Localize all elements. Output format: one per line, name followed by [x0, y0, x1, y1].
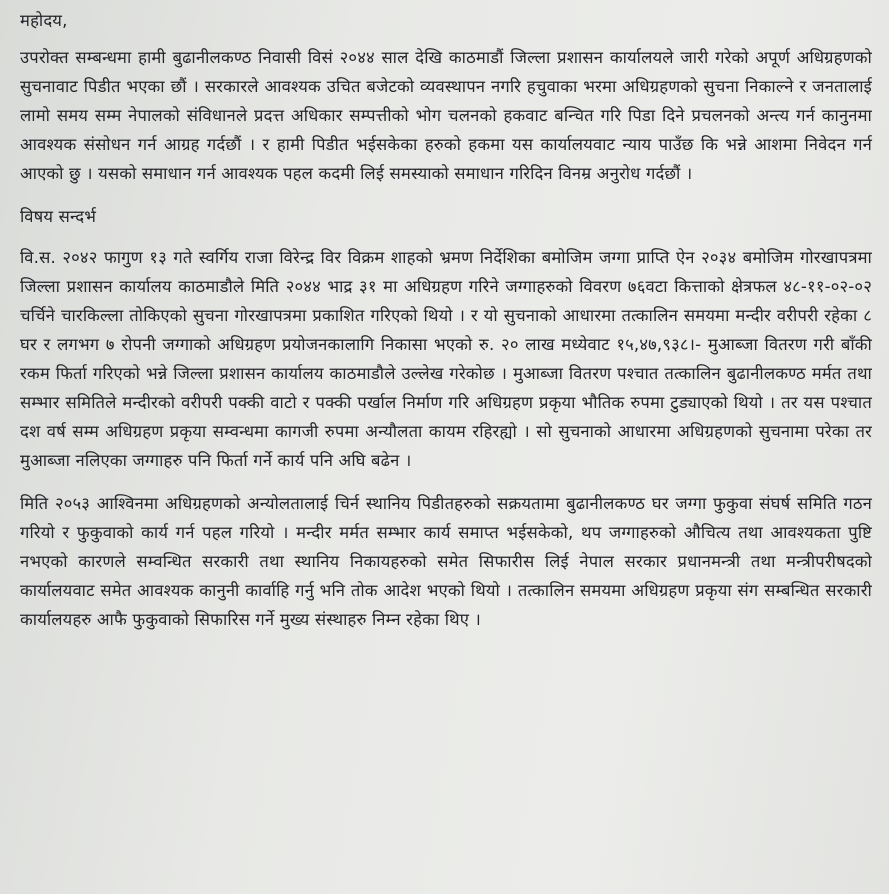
- paragraph-request: उपरोक्त सम्बन्धमा हामी बुढानीलकण्ठ निवासी विसं २०४४ साल देखि काठमाडौं जिल्ला प्रशासन कार्यालयले जारी गरेको अपूर्ण अधिग्रहणको सुचनावाट पिडीत भएका छौं । सरकारले आवश्यक उचित बजेटको व्यवस्थापन नगरि हचुवाका भरमा अधिग्रहणको सुचना निकाल्ने र जनतालाई लामो समय सम्म नेपालको संविधानले प्रदत्त अधिकार सम्पत्तीको भोग चलनको हकवाट बन्चित गरि पिडा दिने प्रचलनको अन्त्य गर्न कानुनमा आवश्यक संसोधन गर्न आग्रह गर्दछौं । र हामी पिडीत भईसकेका हरुको हकमा यस कार्यालयवाट न्याय पाउँछ कि भन्ने आशमा निवेदन गर्न आएको छु । यसको समाधान गर्न आवश्यक पहल कदमी लिई समस्याको समाधान गरिदिन विनम्र अनुरोध गर्दछौं ।: [20, 48, 872, 183]
- letter-body: [20, 6, 872, 634]
- paragraph-struggle-committee: मिति २०५३ आश्विनमा अधिग्रहणको अन्योलतालाई चिर्न स्थानिय पिडीतहरुको सक्रयतामा बुढानीलकण्ठ घर जग्गा फुकुवा संघर्ष समिति गठन गरियो र फुकुवाको कार्य गर्न पहल गरियो । मन्दीर मर्मत सम्भार कार्य समाप्त भईसकेको, थप जग्गाहरुको औचित्य तथा आवश्यकता पुष्टि नभएको कारणले सम्वन्धित सरकारी तथा स्थानिय निकायहरुको समेत सिफारीस लिई नेपाल सरकार प्रधानमन्त्री तथा मन्त्रीपरीषदको कार्यालयवाट समेत आवश्यक कानुनी कार्वाहि गर्नु भनि तोक आदेश भएको थियो । तत्कालिन समयमा अधिग्रहण प्रकृया संग सम्बन्धित सरकारी कार्यालयहरु आफै फुकुवाको सिफारिस गर्ने मुख्य संस्थाहरु निम्न रहेका थिए ।: [20, 494, 872, 629]
- section-heading: विषय सन्दर्भ: [20, 207, 97, 226]
- salutation: महोदय,: [20, 11, 68, 30]
- paragraph-background: वि.स. २०४२ फागुण १३ गते स्वर्गिय राजा विरेन्द्र विर विक्रम शाहको भ्रमण निर्देशिका बमोजिम जग्गा प्राप्ति ऐन २०३४ बमोजिम गोरखापत्रमा जिल्ला प्रशासन कार्यालय काठमाडौले मिति २०४४ भाद्र ३१ मा अधिग्रहण गरिने जग्गाहरुको विवरण ७६वटा कित्ताको क्षेत्रफल ४८-११-०२-०२ चर्चिने चारकिल्ला तोकिएको सुचना गोरखापत्रमा प्रकाशित गरिएको थियो । र यो सुचनाको आधारमा तत्कालिन समयमा मन्दीर वरीपरी रहेका ८ घर र लगभग ७ रोपनी जग्गाको अधिग्रहण प्रयोजनकालागि निकासा भएको रु. २० लाख मध्येवाट १५,४७,९३८।- मुआब्जा वितरण गरी बाँकी रकम फिर्ता गरिएको भन्ने जिल्ला प्रशासन कार्यालय काठमाडौले उल्लेख गरेकोछ । मुआब्जा वितरण पश्चात तत्कालिन बुढानीलकण्ठ मर्मत तथा सम्भार समितिले मन्दीरको वरीपरी पक्की वाटो र पक्की पर्खाल निर्माण गरि अधिग्रहण प्रकृया भौतिक रुपमा टुड्याएको थियो । तर यस पश्चात दश वर्ष सम्म अधिग्रहण प्रकृया सम्वन्धमा कागजी रुपमा अन्यौलता कायम रहिरह्यो । सो सुचनाको आधारमा अधिग्रहणको सुचनामा परेका तर मुआब्जा नलिएका जग्गाहरु पनि फिर्ता गर्ने कार्य पनि अघि बढेन ।: [20, 248, 872, 470]
